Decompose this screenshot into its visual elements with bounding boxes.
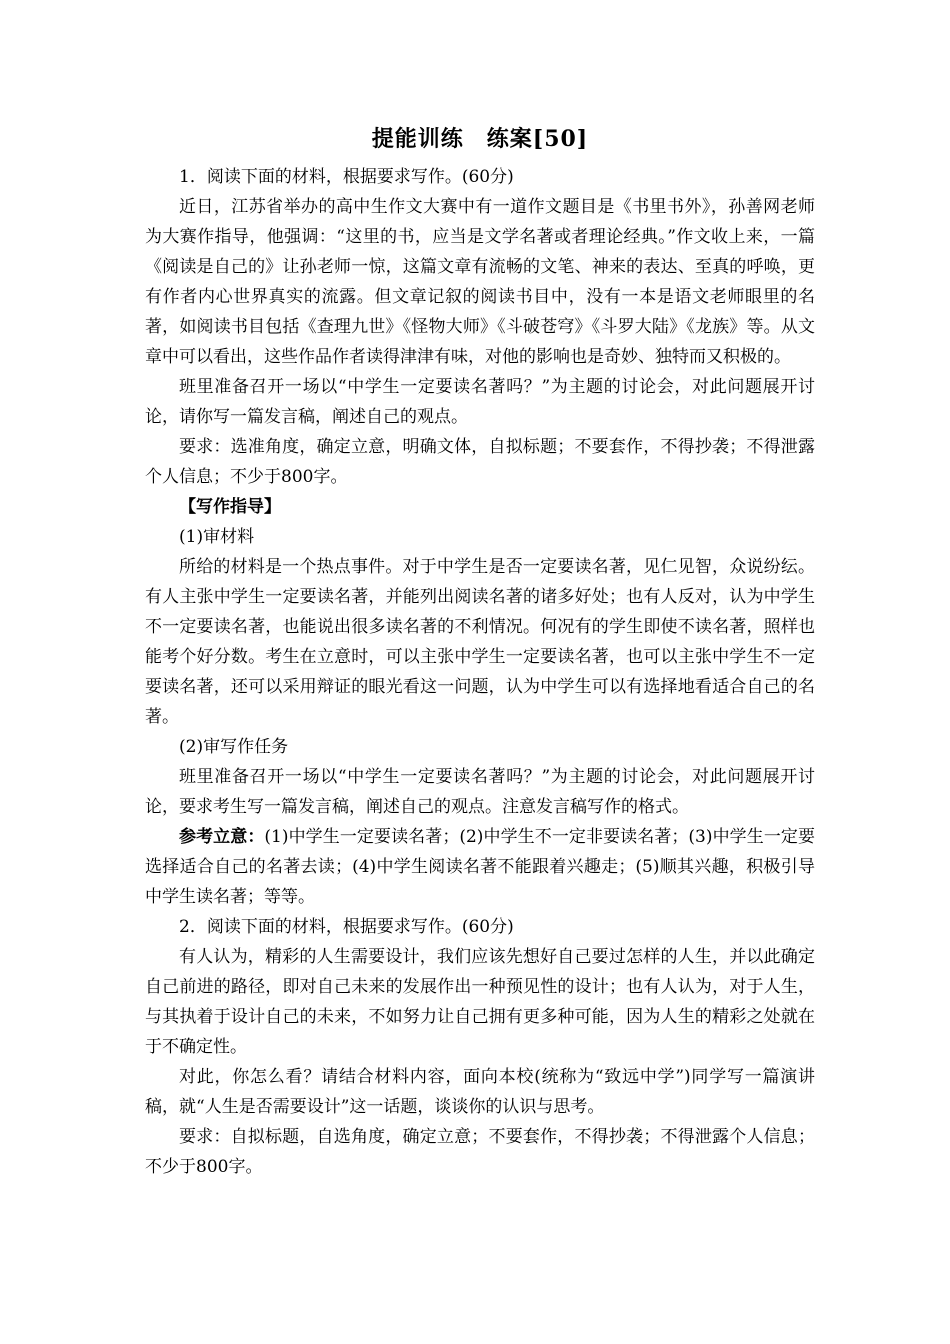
document-page (145, 122, 815, 1182)
q1-material: 近日，江苏省举办的高中生作文大赛中有一道作文题目是《书里书外》，孙善网老师为大赛作指导，他强调：“这里的书，应当是文学名著或者理论经典。”作文收上来，一篇《阅读是自己的》让孙老师一惊，这篇文章有流畅的文笔、神来的表达、至真的呼唤，更有作者内心世界真实的流露。但文章记叙的阅读书目中，没有一本是语文老师眼里的名著，如阅读书目包括《查理九世》《怪物大师》《斗破苍穹》《斗罗大陆》《龙族》等。从文章中可以看出，这些作品作者读得津津有味，对他的影响也是奇妙、独特而又积极的。 (145, 197, 815, 367)
reference-ideas-label: 参考立意： (179, 827, 265, 847)
q1-task: 班里准备召开一场以“中学生一定要读名著吗？”为主题的讨论会，对此问题展开讨论，请你写一篇发言稿，阐述自己的观点。 (145, 377, 815, 427)
guide-sub1-heading: (1)审材料 (179, 527, 255, 547)
guide-sub1-text: 所给的材料是一个热点事件。对于中学生是否一定要读名著，见仁见智，众说纷纭。有人主张中学生一定要读名著，并能列出阅读名著的诸多好处；也有人反对，认为中学生不一定要读名著，也能说出很多读名著的不利情况。何况有的学生即使不读名著，照样也能考个好分数。考生在立意时，可以主张中学生一定要读名著，也可以主张中学生不一定要读名著，还可以采用辩证的眼光看这一问题，认为中学生可以有选择地看适合自己的名著。 (145, 557, 815, 727)
reference-ideas-text: (1)中学生一定要读名著；(2)中学生不一定非要读名著；(3)中学生一定要选择适合自己的名著去读；(4)中学生阅读名著不能跟着兴趣走；(5)顺其兴趣，积极引导中学生读名著；等等。 (145, 827, 815, 907)
document-title: 提能训练 练案[50] (371, 126, 589, 152)
q1-heading: 1．阅读下面的材料，根据要求写作。(60分) (179, 167, 514, 187)
guide-sub2-text: 班里准备召开一场以“中学生一定要读名著吗？”为主题的讨论会，对此问题展开讨论，要求考生写一篇发言稿，阐述自己的观点。注意发言稿写作的格式。 (145, 767, 815, 817)
guide-sub2-heading: (2)审写作任务 (179, 737, 289, 757)
reference-ideas (145, 822, 815, 912)
q2-heading: 2．阅读下面的材料，根据要求写作。(60分) (179, 917, 514, 937)
q2-requirements: 要求：自拟标题，自选角度，确定立意；不要套作，不得抄袭；不得泄露个人信息；不少于800字。 (145, 1127, 815, 1177)
q1-requirements: 要求：选准角度，确定立意，明确文体，自拟标题；不要套作，不得抄袭；不得泄露个人信息；不少于800字。 (145, 437, 815, 487)
writing-guide-heading: 【写作指导】 (179, 497, 281, 517)
q2-task: 对此，你怎么看？请结合材料内容，面向本校(统称为“致远中学”)同学写一篇演讲稿，就“人生是否需要设计”这一话题，谈谈你的认识与思考。 (145, 1067, 815, 1117)
q2-material: 有人认为，精彩的人生需要设计，我们应该先想好自己要过怎样的人生，并以此确定自己前进的路径，即对自己未来的发展作出一种预见性的设计；也有人认为，对于人生，与其执着于设计自己的未来，不如努力让自己拥有更多种可能，因为人生的精彩之处就在于不确定性。 (145, 947, 815, 1057)
